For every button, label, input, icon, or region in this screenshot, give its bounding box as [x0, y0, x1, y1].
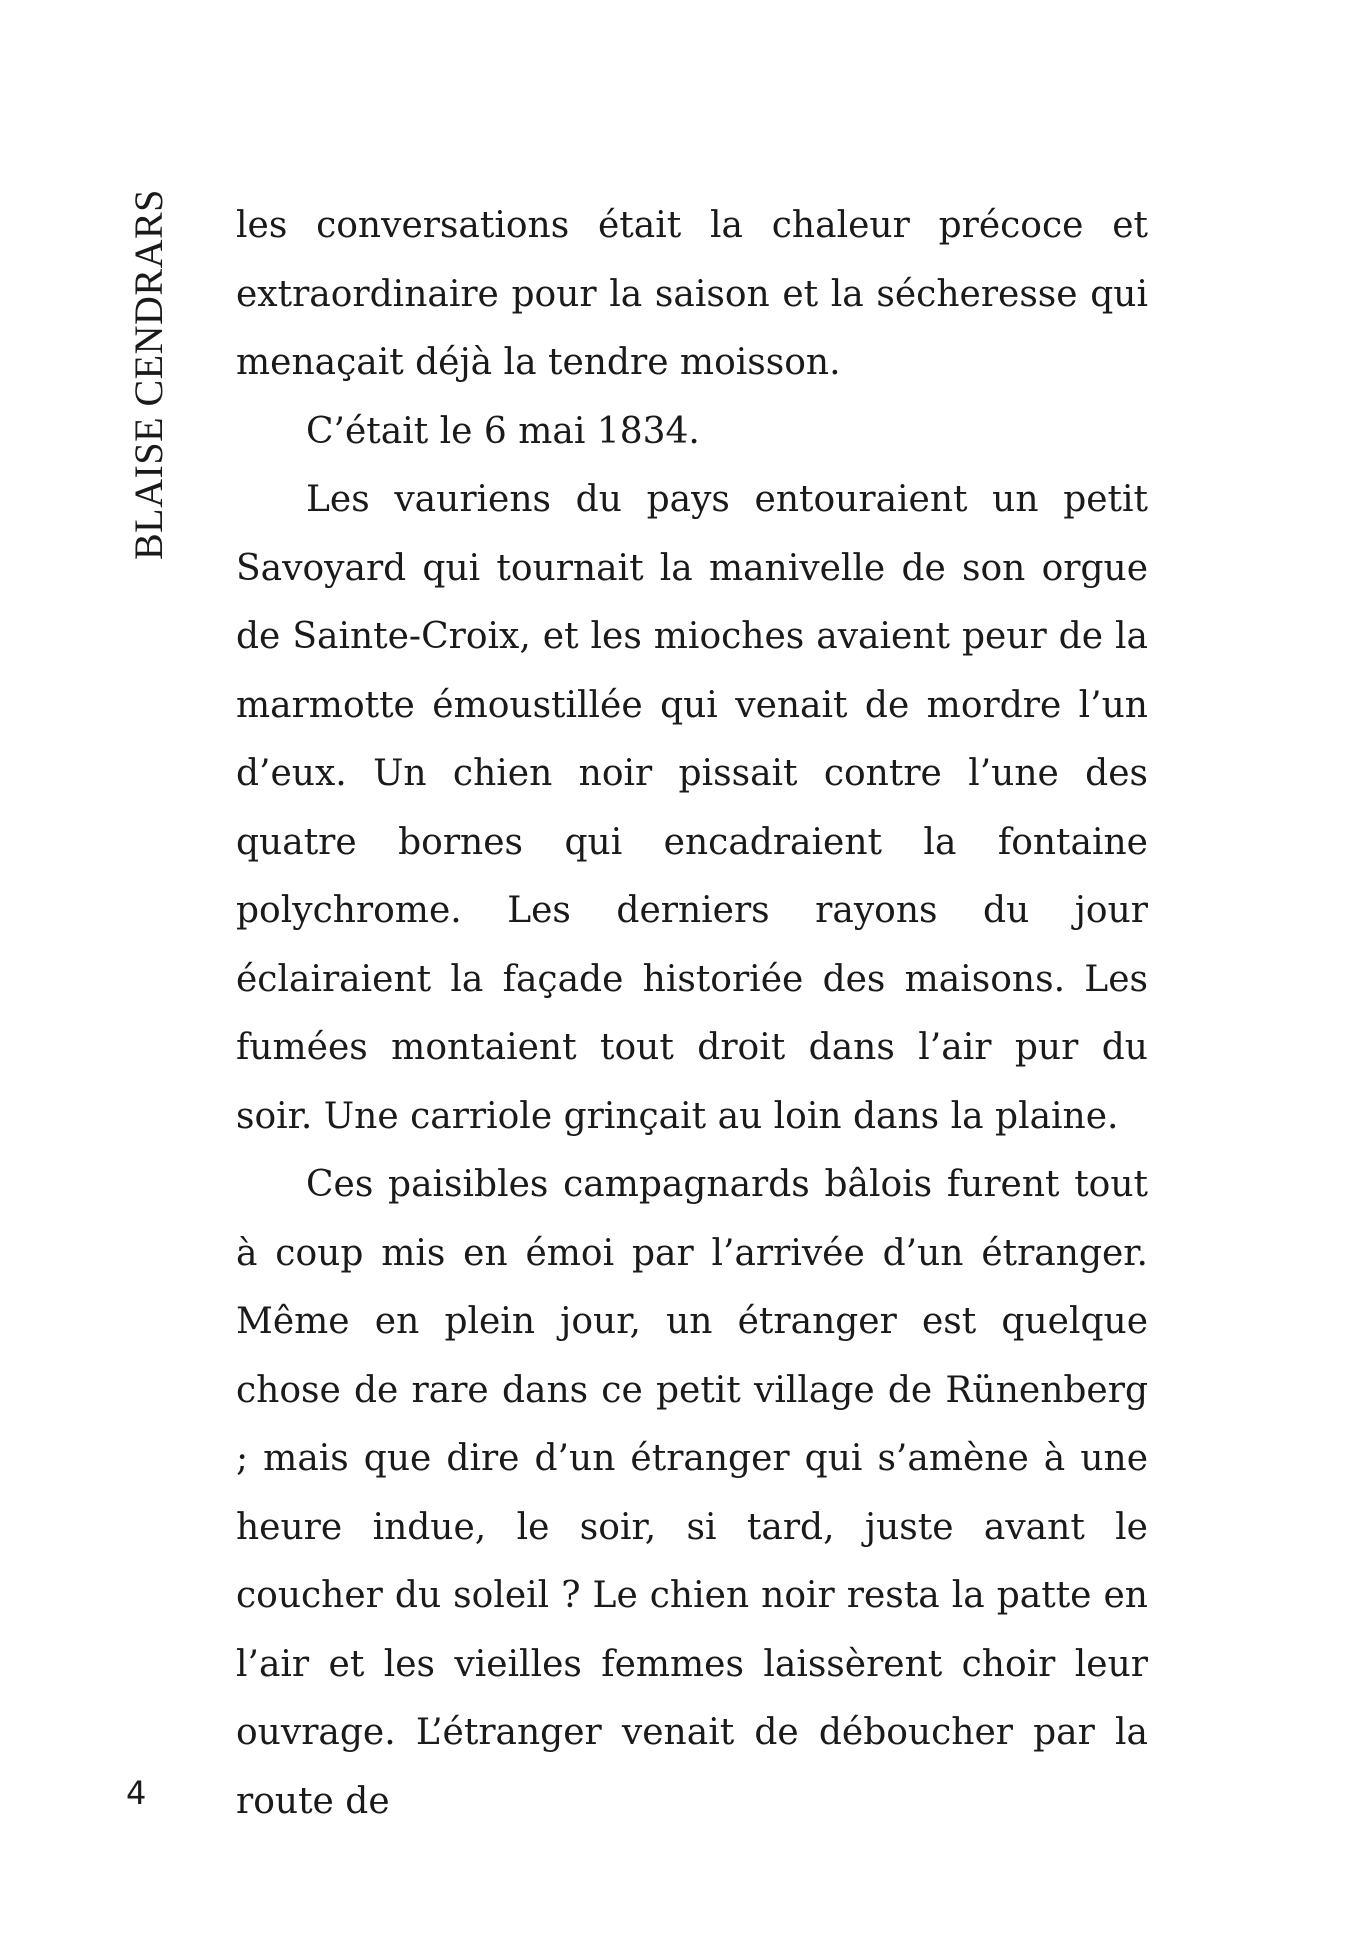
body-text [236, 192, 1148, 1836]
paragraph-date: C’était le 6 mai 1834. [306, 410, 700, 452]
running-head-author: BLAISE CENDRARS [126, 189, 171, 560]
paragraph-stranger-arrival: Ces paisibles campagnards bâlois furent tout à coup mis en émoi par l’arrivée d’un étranger. Même en plein jour, un étranger est quelque chose de rare dans ce petit village de Rünenberg ; mais que dire d’un étranger qui s’amène à une heure indue, le soir, si tard, juste avant le coucher du soleil ? Le chien noir resta la patte en l’air et les vieilles femmes laissèrent choir leur ouvrage. L’étranger venait de déboucher par la route de [236, 1164, 1148, 1822]
paragraph-village-scene: Les vauriens du pays entouraient un petit Savoyard qui tournait la manivelle de son orgue de Sainte-Croix, et les mioches avaient peur de la marmotte émoustillée qui venait de mordre l’un d’eux. Un chien noir pissait contre l’une des quatre bornes qui encadraient la fontaine polychrome. Les derniers rayons du jour éclairaient la façade historiée des maisons. Les fumées montaient tout droit dans l’air pur du soir. Une carriole grinçait au loin dans la plaine. [236, 479, 1148, 1137]
paragraph-continued: les conversations était la chaleur précoce et extraordinaire pour la saison et la sécheresse qui menaçait déjà la tendre moisson. [236, 205, 1148, 383]
page-number: 4 [126, 1774, 147, 1812]
